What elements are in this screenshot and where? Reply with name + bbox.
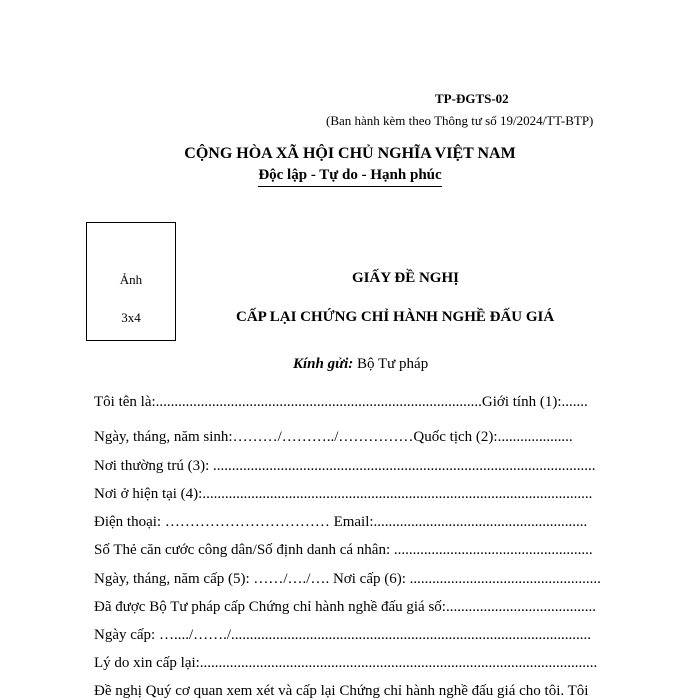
photo-size: 3x4: [121, 310, 141, 325]
photo-placeholder: [86, 222, 176, 341]
recipient-value: Bộ Tư pháp: [353, 356, 429, 372]
recipient-line: [293, 356, 428, 373]
field-birth-date: Ngày, tháng, năm sinh:………/………../……………Quốc tịch (2):....................: [94, 429, 573, 445]
photo-label: Ảnh: [119, 272, 143, 287]
field-full-name: Tôi tên là:.......................................................................................Giới tính (1):.......: [94, 394, 588, 410]
motto: Độc lập - Tự do - Hạnh phúc: [258, 167, 441, 187]
motto-wrapper: [0, 166, 700, 187]
field-current-address: Nơi ở hiện tại (4):........................................................................................................: [94, 486, 593, 502]
field-id-issue: Ngày, tháng, năm cấp (5): ……/…./…. Nơi cấp (6): ...................................................: [94, 571, 601, 587]
field-phone-email: Điện thoại: …………………………… Email:.........................................................: [94, 514, 588, 530]
nation-heading: CỘNG HÒA XÃ HỘI CHỦ NGHĨA VIỆT NAM: [184, 145, 516, 162]
issued-note: (Ban hành kèm theo Thông tư số 19/2024/TT-BTP): [326, 113, 594, 128]
request-paragraph: Đề nghị Quý cơ quan xem xét và cấp lại Chứng chỉ hành nghề đấu giá cho tôi. Tôi: [94, 683, 589, 699]
recipient-label: Kính gửi:: [293, 356, 354, 372]
form-code: TP-ĐGTS-02: [435, 91, 509, 106]
document-subtitle: CẤP LẠI CHỨNG CHỈ HÀNH NGHỀ ĐẤU GIÁ: [236, 309, 555, 325]
document-title: GIẤY ĐỀ NGHỊ: [352, 270, 459, 286]
field-permanent-residence: Nơi thường trú (3): ......................................................................................................: [94, 458, 596, 474]
field-certificate-number: Đã được Bộ Tư pháp cấp Chứng chỉ hành nghề đấu giá số:........................................: [94, 599, 596, 615]
field-issue-date: Ngày cấp: …..../……./................................................................................................: [94, 627, 592, 643]
field-id-number: Số Thẻ căn cước công dân/Số định danh cá nhân: .....................................................: [94, 542, 593, 558]
field-reason: Lý do xin cấp lại:..........................................................................................................: [94, 655, 598, 671]
